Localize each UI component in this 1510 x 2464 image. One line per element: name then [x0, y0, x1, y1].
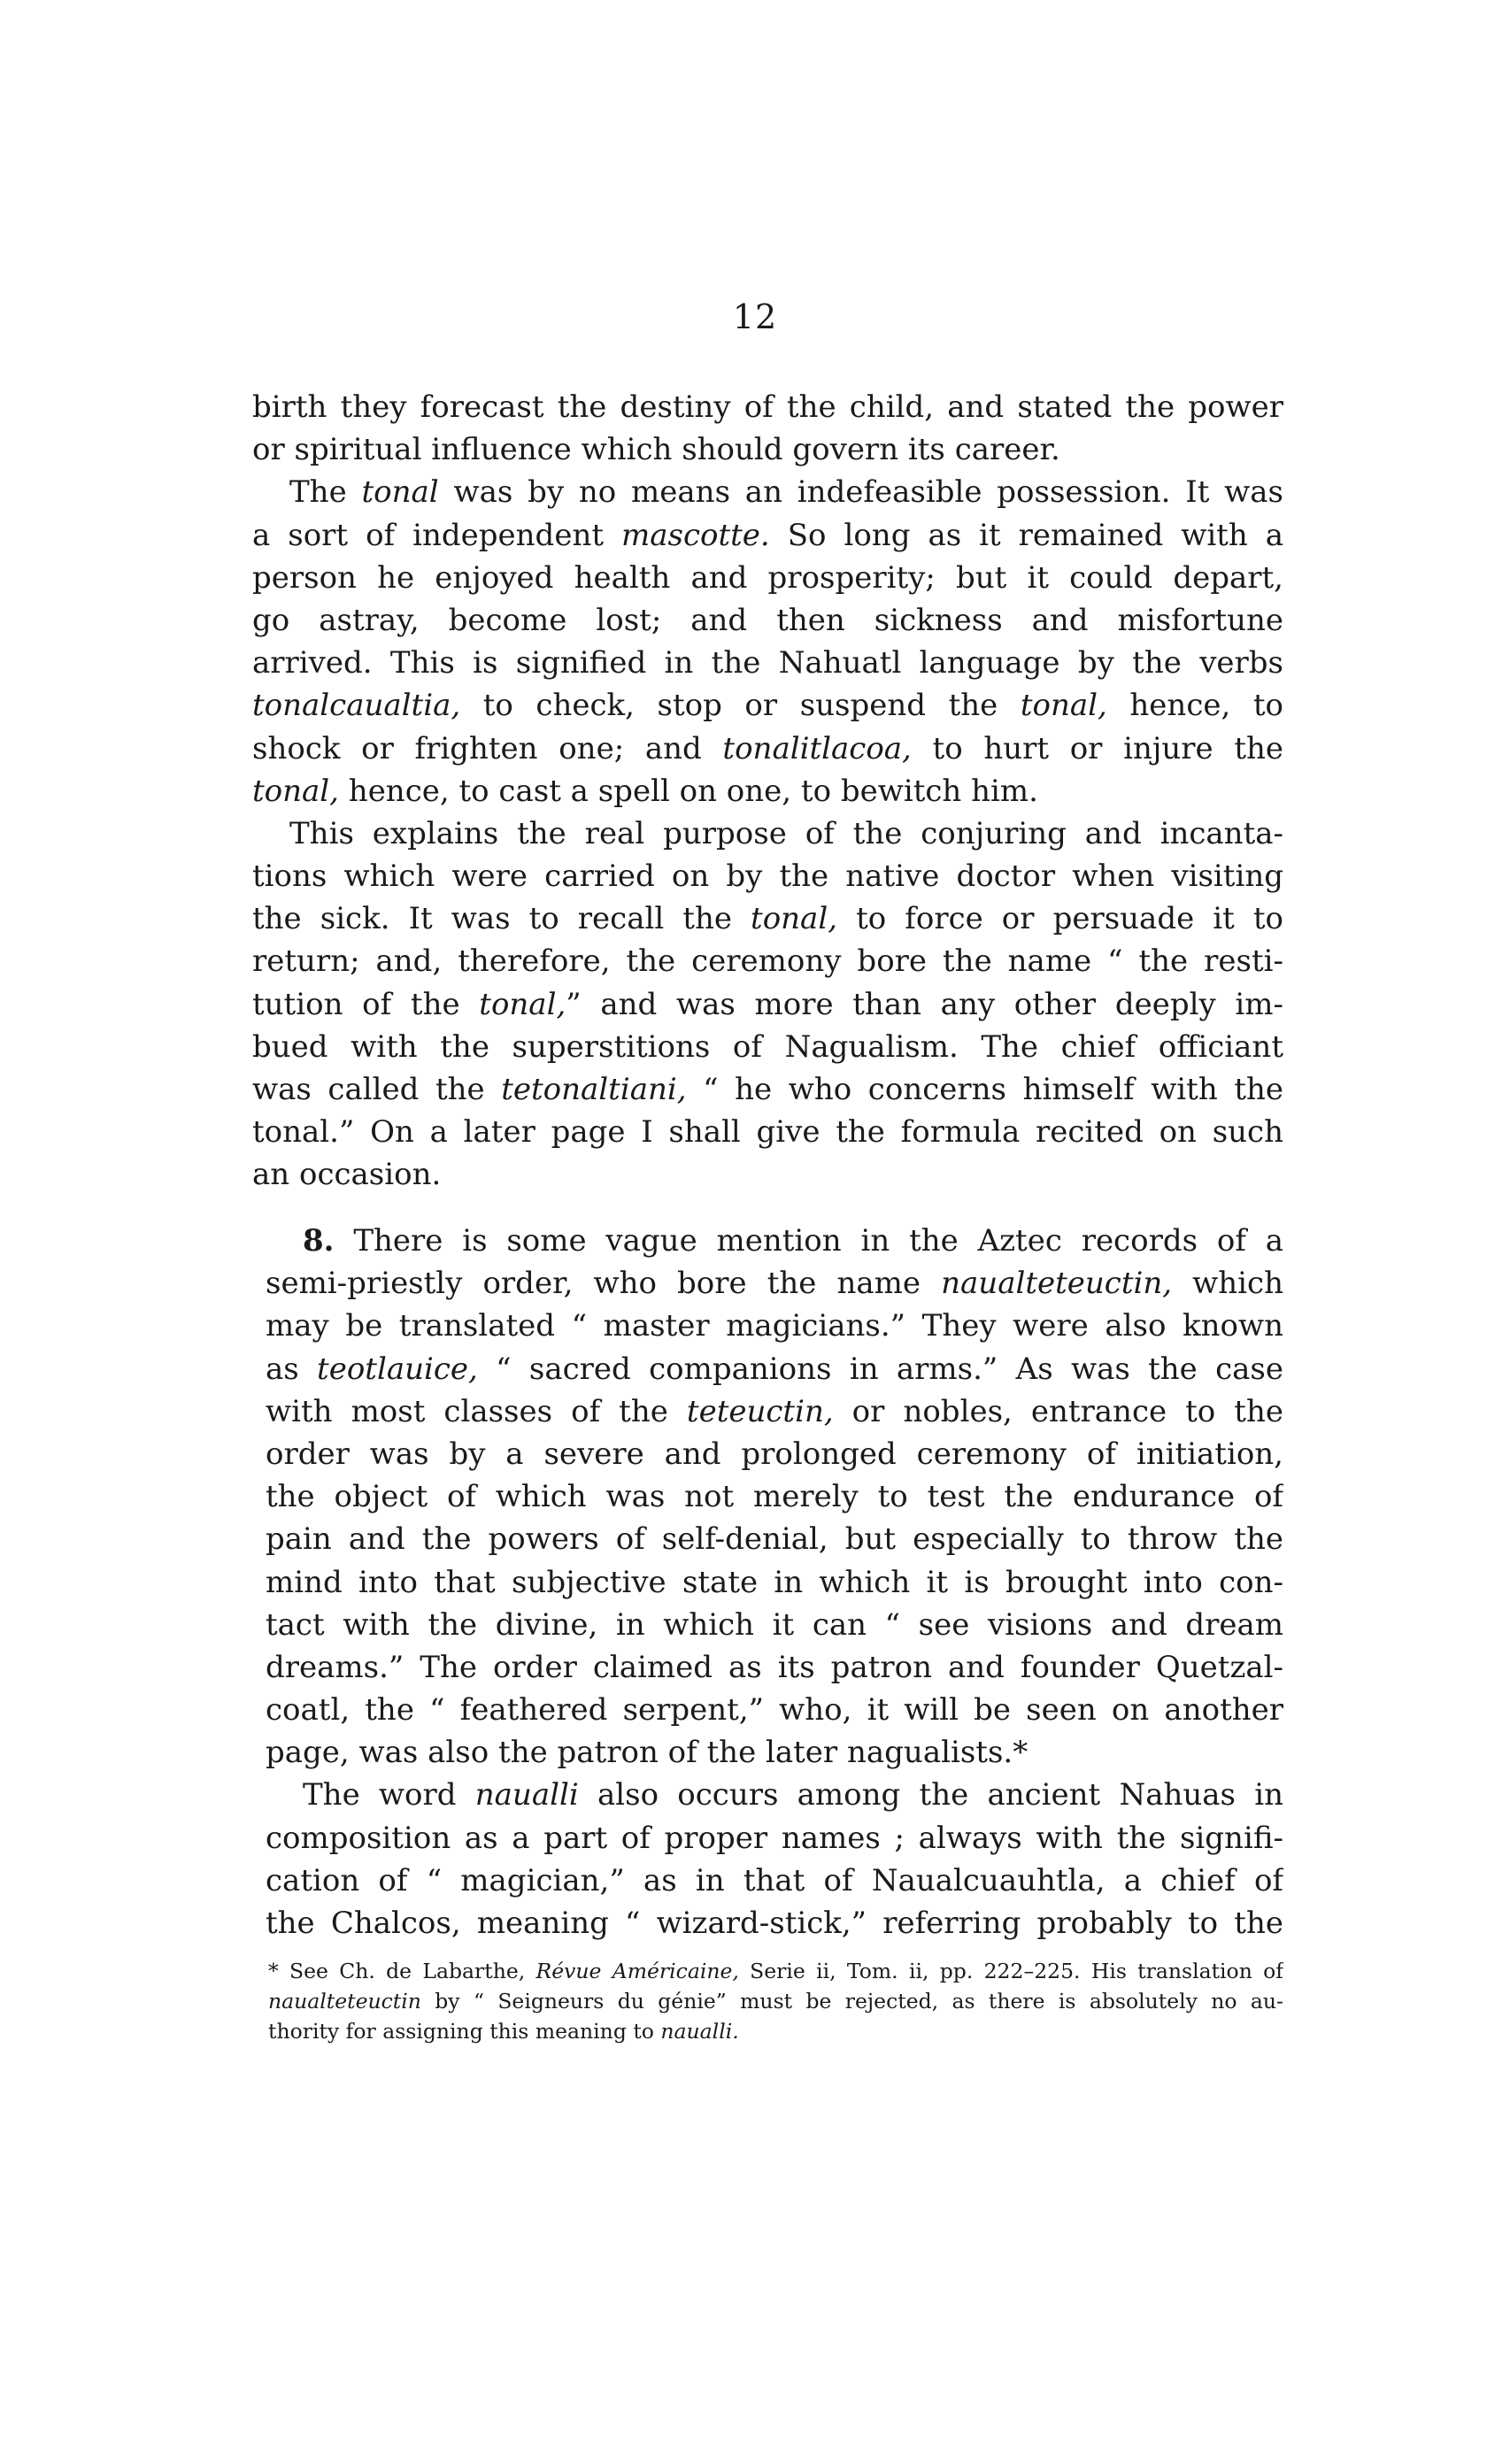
text-line: tution of the tonal,” and was more than any other deeply im-: [252, 986, 1283, 1022]
text-line: pain and the powers of self-denial, but especially to throw the: [266, 1521, 1283, 1558]
text-line: The word naualli also occurs among the ancient Nahuas in: [303, 1777, 1283, 1813]
text-line: bued with the superstitions of Nagualism. The chief officiant: [252, 1028, 1283, 1065]
footnote-line: thority for assigning this meaning to naualli.: [268, 2019, 739, 2044]
text-line: semi-priestly order, who bore the name naualteteuctin, which: [266, 1266, 1283, 1302]
text-line: as teotlauice, “ sacred companions in arms.” As was the case: [266, 1351, 1283, 1387]
text-line: birth they forecast the destiny of the child, and stated the power: [252, 389, 1283, 425]
text-line: order was by a severe and prolonged ceremony of initiation,: [266, 1436, 1283, 1472]
text-line: an occasion.: [252, 1157, 442, 1193]
footnote-line: * See Ch. de Labarthe, Révue Américaine, Serie ii, Tom. ii, pp. 222–225. His translation of: [268, 1959, 1283, 1983]
text-line: may be translated “ master magicians.” They were also known: [266, 1308, 1283, 1344]
text-line: arrived. This is signified in the Nahuatl language by the verbs: [252, 645, 1283, 681]
text-line: was called the tetonaltiani, “ he who concerns himself with the: [252, 1072, 1283, 1107]
text-line: cation of “ magician,” as in that of Naualcuauhtla, a chief of: [266, 1862, 1283, 1898]
page-number: 12: [732, 297, 778, 336]
text-line: tonal, hence, to cast a spell on one, to bewitch him.: [252, 773, 1038, 809]
text-line: This explains the real purpose of the conjuring and incanta-: [289, 815, 1283, 851]
body-text-upper: [252, 386, 1283, 1197]
text-line: the Chalcos, meaning “ wizard-stick,” referring probably to the: [266, 1906, 1283, 1941]
text-line: 8. There is some vague mention in the Aztec records of a: [303, 1223, 1283, 1259]
text-line: mind into that subjective state in which it is brought into con-: [266, 1564, 1283, 1600]
text-line: person he enjoyed health and prosperity; but it could depart,: [252, 559, 1283, 596]
text-line: page, was also the patron of the later nagualists.*: [266, 1735, 1028, 1771]
text-line: tonal.” On a later page I shall give the formula recited on such: [252, 1114, 1283, 1151]
text-line: shock or frighten one; and tonalitlacoa, to hurt or injure the: [252, 730, 1283, 766]
text-line: or spiritual influence which should govern its career.: [252, 432, 1060, 468]
section-number: 8.: [303, 1223, 335, 1259]
text-line: tions which were carried on by the native doctor when visiting: [252, 859, 1283, 895]
body-text-section-8: [266, 1220, 1283, 1944]
footnote: [268, 1956, 1283, 2046]
text-line: the sick. It was to recall the tonal, to force or persuade it to: [252, 901, 1283, 937]
text-line: return; and, therefore, the ceremony bore the name “ the resti-: [252, 943, 1283, 980]
text-line: dreams.” The order claimed as its patron and founder Quetzal-: [266, 1649, 1283, 1685]
footnote-line: naualteteuctin by “ Seigneurs du génie” must be rejected, as there is absolutely no au-: [268, 1989, 1283, 2014]
text-line: tact with the divine, in which it can “ see visions and dream: [266, 1606, 1283, 1643]
text-line: coatl, the “ feathered serpent,” who, it will be seen on another: [266, 1692, 1283, 1729]
text-line: with most classes of the teteuctin, or nobles, entrance to the: [266, 1393, 1283, 1429]
text-line: go astray, become lost; and then sickness and misfortune: [252, 602, 1283, 638]
text-line: The tonal was by no means an indefeasible possession. It was: [289, 474, 1283, 511]
text-line: a sort of independent mascotte. So long as it remained with a: [252, 517, 1283, 553]
text-line: the object of which was not merely to test the endurance of: [266, 1479, 1283, 1515]
text-line: composition as a part of proper names ; always with the signifi-: [266, 1820, 1283, 1856]
text-line: tonalcaualtia, to check, stop or suspend the tonal, hence, to: [252, 688, 1283, 724]
